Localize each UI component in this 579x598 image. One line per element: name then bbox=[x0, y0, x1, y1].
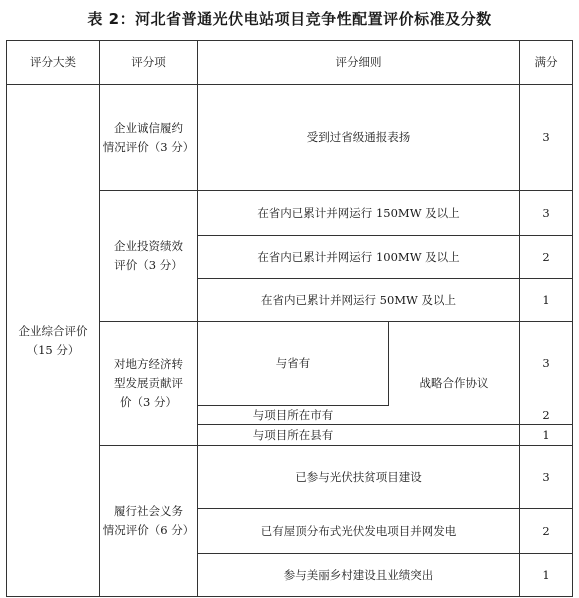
item-cell: 企业诚信履约 情况评价（3 分） bbox=[102, 120, 195, 154]
agreement-cell: 战略合作协议 bbox=[419, 376, 489, 390]
detail-cell: 与省有 bbox=[275, 356, 311, 370]
score-cell: 1 bbox=[542, 567, 550, 582]
detail-cell: 与项目所在市有 bbox=[252, 407, 334, 422]
score-cell: 2 bbox=[542, 523, 550, 538]
detail-cell: 参与美丽乡村建设且业绩突出 bbox=[283, 567, 434, 582]
detail-cell: 在省内已累计并网运行 100MW 及以上 bbox=[257, 249, 460, 264]
rule bbox=[572, 40, 573, 597]
score-cell: 1 bbox=[542, 292, 550, 307]
rule bbox=[6, 596, 573, 597]
header-category: 评分大类 bbox=[30, 55, 76, 69]
category-cell: 企业综合评价 （15 分） bbox=[18, 323, 88, 357]
header-detail: 评分细则 bbox=[335, 55, 382, 69]
score-cell: 3 bbox=[542, 205, 550, 220]
detail-cell: 与项目所在县有 bbox=[252, 427, 334, 442]
detail-cell: 受到过省级通报表扬 bbox=[306, 130, 411, 144]
table-title: 表 2：河北省普通光伏电站项目竞争性配置评价标准及分数 bbox=[87, 10, 492, 28]
score-cell: 1 bbox=[542, 427, 550, 442]
header-full-score: 满分 bbox=[534, 55, 558, 69]
score-cell: 3 bbox=[542, 130, 550, 144]
item-cell: 企业投资绩效 评价（3 分） bbox=[114, 239, 183, 272]
header-item: 评分项 bbox=[131, 55, 166, 69]
detail-cell: 在省内已累计并网运行 50MW 及以上 bbox=[260, 292, 457, 307]
detail-cell: 在省内已累计并网运行 150MW 及以上 bbox=[257, 205, 460, 220]
item-cell: 对地方经济转 型发展贡献评 价（3 分） bbox=[114, 357, 183, 409]
score-cell: 3 bbox=[542, 356, 550, 370]
detail-cell: 已参与光伏扶贫项目建设 bbox=[295, 469, 422, 484]
score-cell: 2 bbox=[542, 249, 550, 264]
score-cell: 2 bbox=[542, 407, 550, 422]
item-cell: 履行社会义务 情况评价（6 分） bbox=[102, 504, 195, 537]
detail-cell: 已有屋顶分布式光伏发电项目并网发电 bbox=[260, 523, 457, 538]
score-cell: 3 bbox=[542, 469, 550, 484]
